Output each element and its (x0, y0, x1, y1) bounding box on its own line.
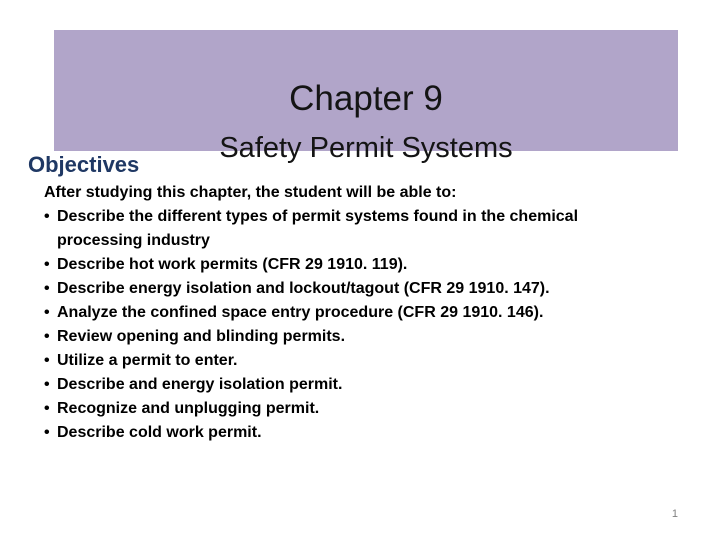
objectives-heading: Objectives (28, 152, 140, 177)
objectives-list (44, 205, 664, 445)
objective-text: Describe energy isolation and lockout/tagout (CFR 29 1910. 147). (57, 280, 550, 297)
objective-text: Utilize a permit to enter. (57, 352, 238, 369)
bullet-icon: • (44, 424, 50, 441)
objective-item (44, 397, 664, 421)
bullet-icon: • (44, 280, 50, 297)
bullet-icon: • (44, 256, 50, 273)
objective-text: Describe the different types of permit systems found in the chemical processing industry (57, 208, 579, 249)
objective-item (44, 301, 664, 325)
slide-title: Chapter 9 (289, 79, 443, 118)
objective-text: Describe hot work permits (CFR 29 1910. 119). (57, 256, 408, 273)
objective-item (44, 349, 664, 373)
objective-item (44, 325, 664, 349)
title-banner (54, 30, 678, 164)
objective-item (44, 205, 664, 253)
objective-item (44, 277, 664, 301)
slide-subtitle: Safety Permit Systems (219, 132, 513, 164)
objective-item (44, 253, 664, 277)
objective-text: Describe and energy isolation permit. (57, 376, 343, 393)
bullet-icon: • (44, 208, 50, 225)
objective-text: Describe cold work permit. (57, 424, 262, 441)
page-number: 1 (671, 508, 678, 520)
objective-text: Analyze the confined space entry procedure (CFR 29 1910. 146). (57, 304, 544, 321)
objectives-intro: After studying this chapter, the student will be able to: (44, 184, 457, 201)
bullet-icon: • (44, 304, 50, 321)
bullet-icon: • (44, 376, 50, 393)
bullet-icon: • (44, 400, 50, 417)
objective-item (44, 421, 664, 445)
bullet-icon: • (44, 352, 50, 369)
bullet-icon: • (44, 328, 50, 345)
objective-item (44, 373, 664, 397)
objective-text: Review opening and blinding permits. (57, 328, 346, 345)
objective-text: Recognize and unplugging permit. (57, 400, 320, 417)
